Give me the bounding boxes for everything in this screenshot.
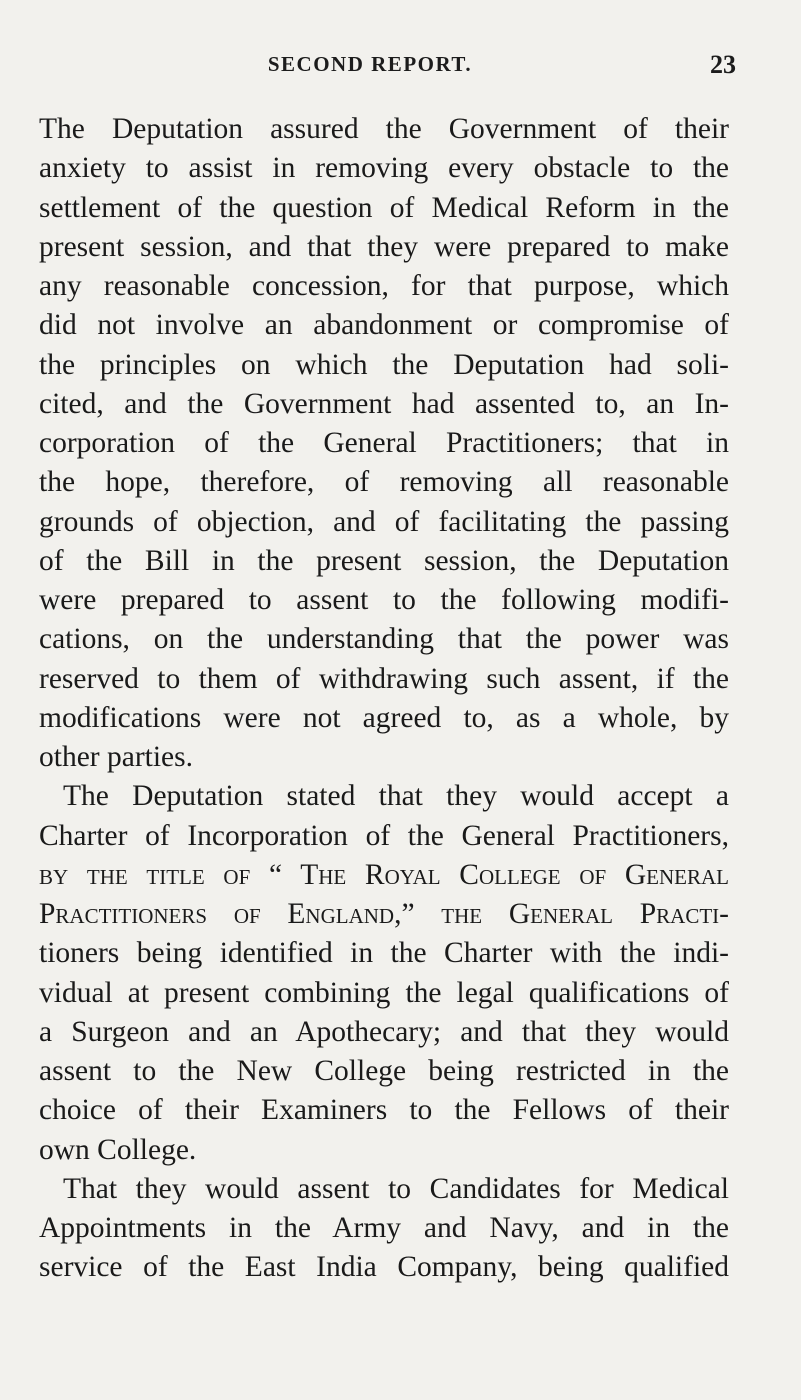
text-line: vidual at present combining the legal qualifications of (39, 976, 729, 1009)
text-line: assent to the New College being restricted in the (39, 1055, 729, 1087)
text-line: did not involve an abandonment or compromise of (39, 309, 729, 342)
running-title: SECOND REPORT. (267, 52, 473, 76)
text-line: Charter of Incorporation of the General Practitioners, (39, 819, 729, 852)
text-line: own College. (39, 1133, 197, 1166)
text-line: That they would assent to Candidates for Medical (63, 1172, 729, 1205)
text-line: modifications were not agreed to, as a whole, by (39, 701, 729, 734)
text-line: Appointments in the Army and Navy, and in the (39, 1212, 729, 1244)
text-line: settlement of the question of Medical Reform in the (39, 191, 729, 224)
text-line: reserved to them of withdrawing such assent, if the (39, 662, 729, 695)
text-line: of the Bill in the present session, the Deputation (39, 544, 729, 577)
text-line: a Surgeon and an Apothecary; and that they would (39, 1015, 729, 1048)
text-line: the hope, therefore, of removing all reasonable (39, 466, 729, 499)
running-head (0, 50, 801, 80)
text-line: The Deputation stated that they would accept a (63, 780, 729, 813)
text-line: choice of their Examiners to the Fellows of their (39, 1094, 729, 1127)
text-line: cations, on the understanding that the power was (39, 623, 729, 656)
text-line: grounds of objection, and of facilitating the passing (39, 505, 729, 538)
text-line: corporation of the General Practitioners; that in (39, 427, 729, 459)
text-line: the principles on which the Deputation had soli- (39, 348, 729, 381)
text-line: by the title of “ The Royal College of General (39, 858, 729, 891)
body-text (39, 110, 729, 1288)
text-line: The Deputation assured the Government of their (39, 113, 729, 145)
text-line: tioners being identified in the Charter with the indi- (39, 937, 729, 970)
text-line: were prepared to assent to the following modifi- (39, 584, 729, 616)
text-line: any reasonable concession, for that purpose, which (39, 270, 729, 302)
text-line: anxiety to assist in removing every obstacle to the (39, 152, 729, 185)
text-line: present session, and that they were prepared to make (39, 230, 729, 263)
text-line: other parties. (39, 741, 193, 773)
text-line: cited, and the Government had assented to, an In- (39, 387, 729, 420)
page-number: 23 (710, 50, 736, 79)
text-line: service of the East India Company, being qualified (39, 1251, 729, 1284)
text-line: Practitioners of England,” the General Practi- (39, 898, 729, 930)
